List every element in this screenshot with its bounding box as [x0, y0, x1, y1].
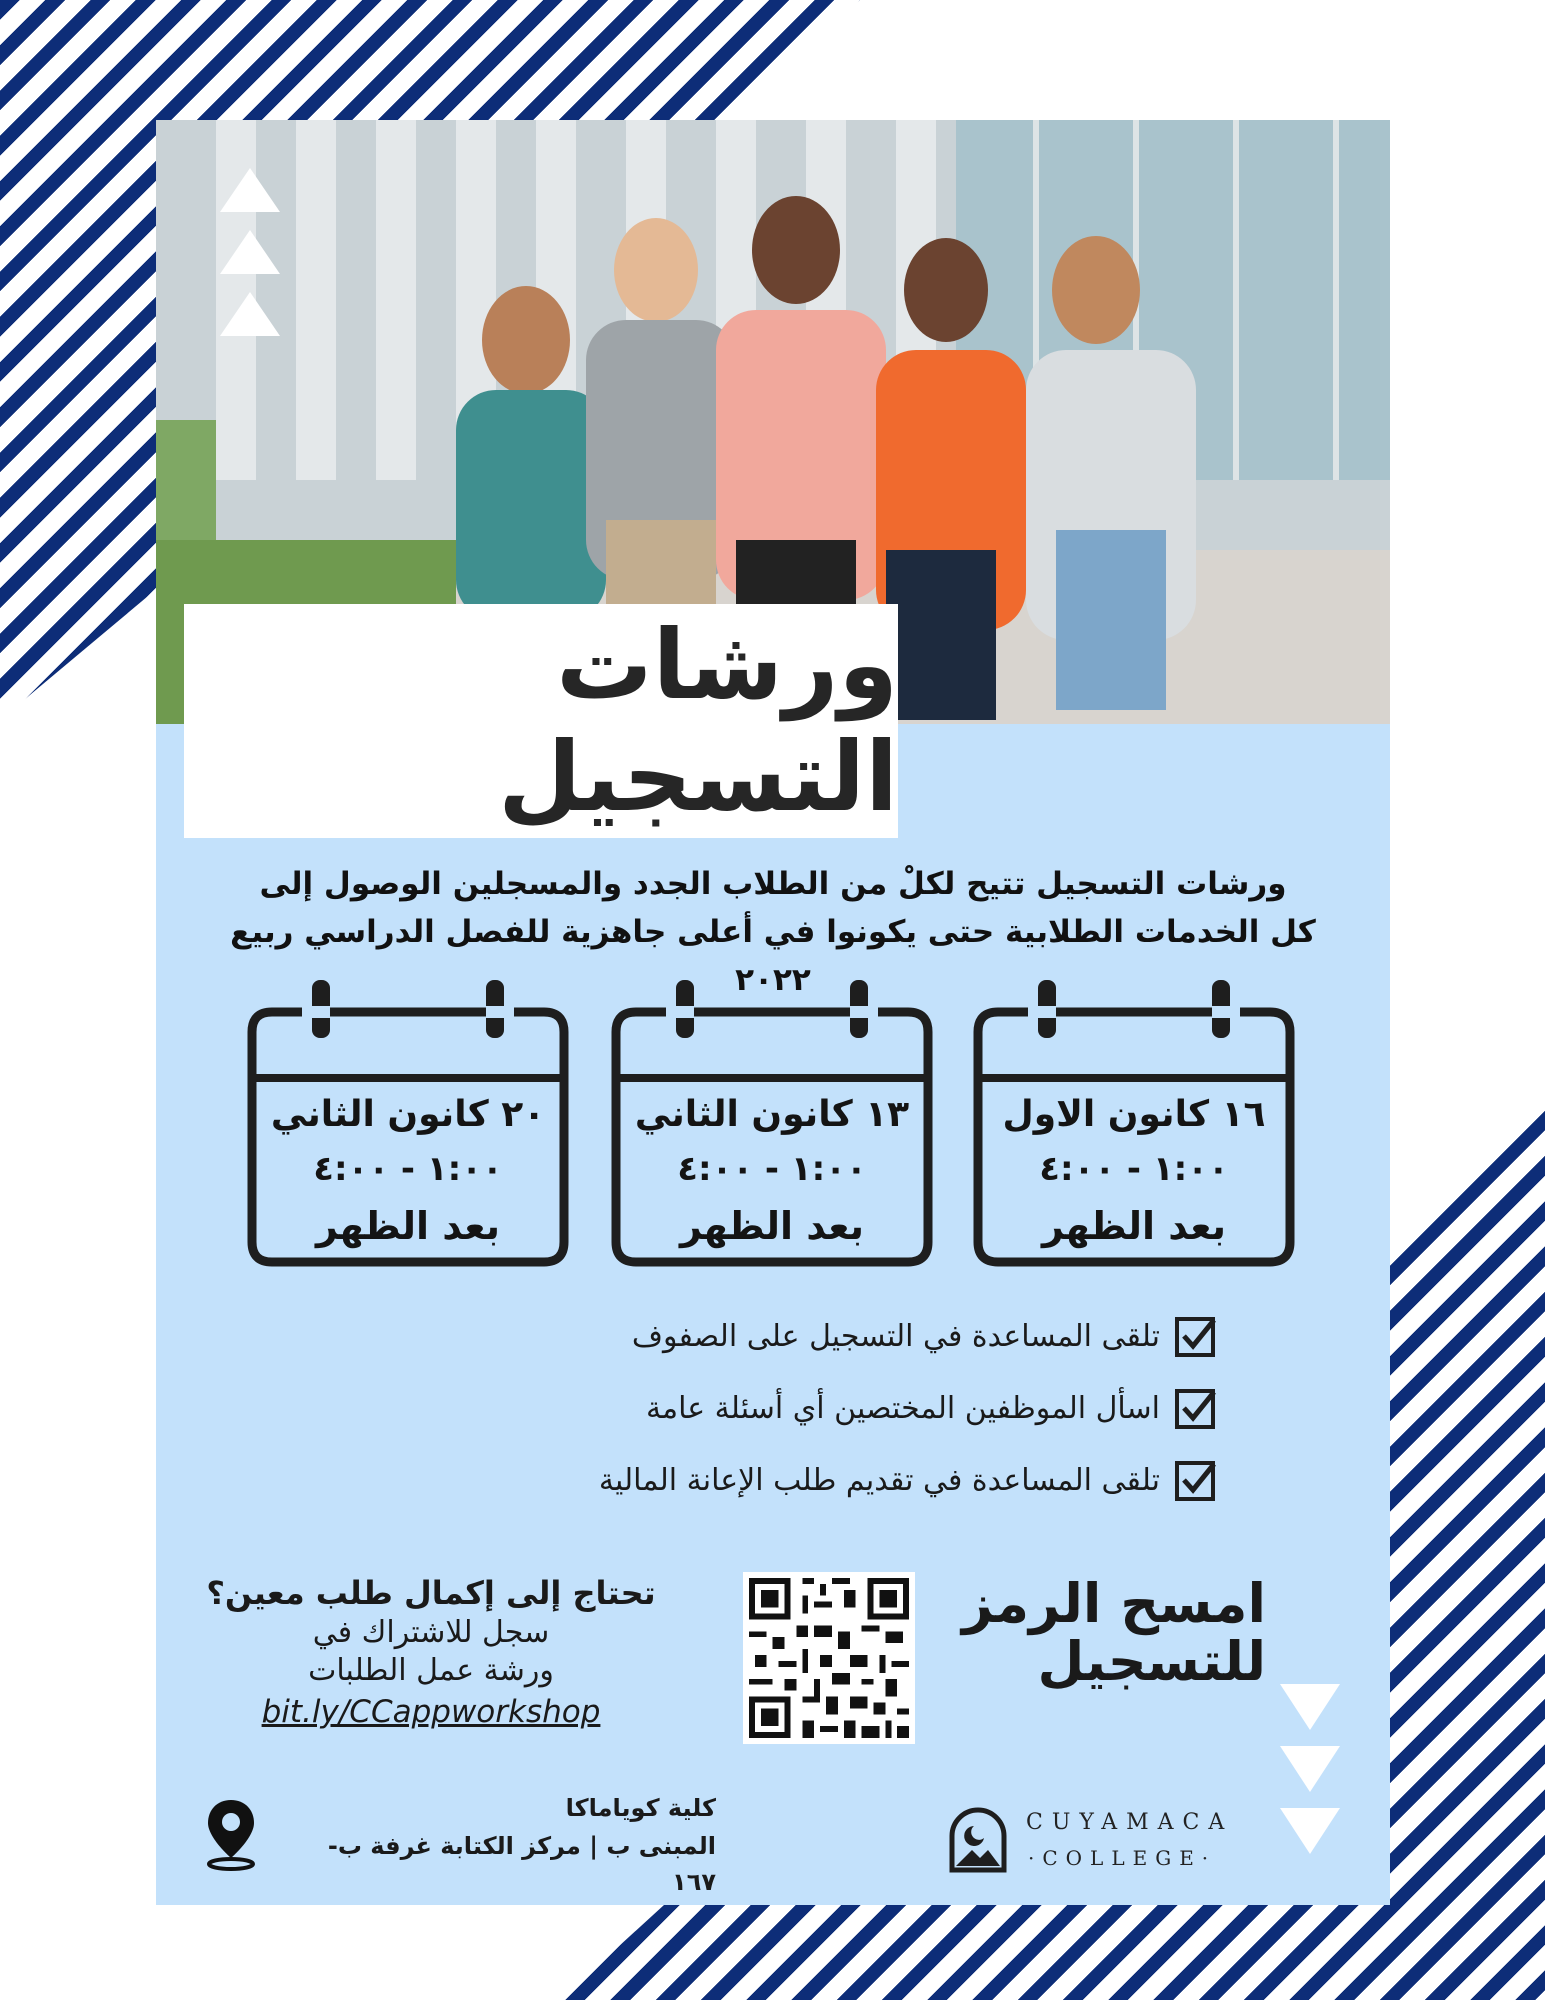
session-time: ١:٠٠ - ٤:٠٠	[677, 1149, 867, 1189]
benefit-text: اسأل الموظفين المختصين أي أسئلة عامة	[645, 1390, 1160, 1426]
logo-wordmark-line-1: CUYAMACA	[1026, 1810, 1234, 1835]
map-pin-icon	[204, 1796, 258, 1872]
benefit-text: تلقى المساعدة في تقديم طلب الإعانة المالية	[598, 1462, 1160, 1498]
page-title: ورشات التسجيل	[498, 609, 898, 833]
triangle-down-decoration	[1280, 1684, 1342, 1860]
benefit-item-2	[646, 1386, 1218, 1430]
college-name: كلية كوياماكا	[565, 1794, 716, 1822]
help-line-1: سجل للاشتراك في	[312, 1615, 550, 1650]
cuyamaca-logo-icon	[946, 1804, 1010, 1874]
session-period: بعد الظهر	[1042, 1204, 1226, 1248]
scan-to-register	[946, 1572, 1266, 1693]
description-line-1: ورشات التسجيل تتيح لكلْ من الطلاب الجدد والمسجلين الوصول إلى	[259, 866, 1287, 902]
session-card-3	[242, 980, 574, 1270]
session-period: بعد الظهر	[316, 1204, 500, 1248]
help-line-2: ورشة عمل الطلبات	[308, 1653, 554, 1688]
triangle-up-decoration	[220, 168, 280, 348]
qr-code-icon	[743, 1572, 915, 1744]
title-box	[184, 604, 898, 838]
session-date: ١٦ كانون الاول	[1002, 1094, 1266, 1135]
scan-line-1: امسح الرمز	[961, 1572, 1266, 1635]
benefit-item-1	[632, 1314, 1218, 1358]
scan-line-2: للتسجيل	[1037, 1630, 1266, 1693]
session-time: ١:٠٠ - ٤:٠٠	[313, 1149, 503, 1189]
session-card-2	[606, 980, 938, 1270]
room-location: المبنى ب | مركز الكتابة غرفة ب- ١٦٧	[327, 1832, 716, 1896]
checkbox-checked-icon	[1174, 1458, 1218, 1502]
session-card-1	[968, 980, 1300, 1270]
checkbox-checked-icon	[1174, 1314, 1218, 1358]
session-details	[968, 1090, 1300, 1254]
session-period: بعد الظهر	[680, 1204, 864, 1248]
benefit-item-3	[599, 1458, 1218, 1502]
session-details	[606, 1090, 938, 1254]
flyer-card	[156, 120, 1390, 1905]
logo-wordmark-line-2: ·COLLEGE·	[1028, 1846, 1217, 1870]
workshop-link[interactable]: bit.ly/CCappworkshop	[261, 1694, 601, 1730]
session-details	[242, 1090, 574, 1254]
description-line-2: كل الخدمات الطلابية حتى يكونوا في أعلى جاهزية للفصل الدراسي ربيع ٢٠٢٢	[230, 914, 1316, 998]
qr-code[interactable]	[743, 1572, 915, 1744]
checkbox-checked-icon	[1174, 1386, 1218, 1430]
help-question: تحتاج إلى إكمال طلب معين؟	[206, 1574, 656, 1612]
application-help	[186, 1572, 676, 1734]
session-date: ١٣ كانون الثاني	[634, 1094, 910, 1135]
session-time: ١:٠٠ - ٤:٠٠	[1039, 1149, 1229, 1189]
address	[296, 1788, 716, 1900]
session-date: ٢٠ كانون الثاني	[270, 1094, 546, 1135]
benefit-text: تلقى المساعدة في التسجيل على الصفوف	[631, 1318, 1160, 1354]
